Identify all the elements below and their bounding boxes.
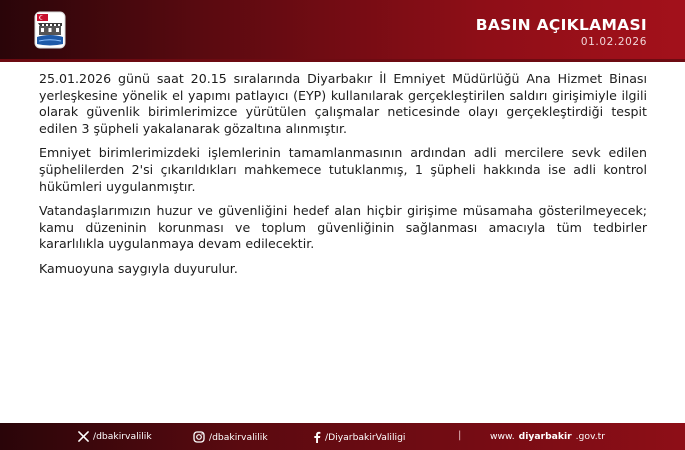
- instagram-handle: /dbakirvalilik: [209, 431, 268, 443]
- footer-facebook-link[interactable]: [313, 431, 405, 443]
- announcement-date: 01.02.2026: [580, 36, 647, 48]
- website-suffix: .gov.tr: [575, 431, 606, 442]
- footer-separator: |: [458, 430, 462, 441]
- footer-bar: [0, 423, 685, 450]
- page-title: BASIN AÇIKLAMASI: [475, 16, 647, 34]
- paragraph-2: Emniyet birimlerimizdeki işlemlerinin tamamlanmasının ardından adli mercilere sevk edilen şüphelilerden 2'si çıkarıldıkları mahkemece tutuklanmış, 1 şüpheli hakkında ise adli kontrol hükümleri uygulanmıştır.: [39, 145, 647, 194]
- announcement-body: [39, 71, 647, 286]
- footer-instagram-link[interactable]: [193, 431, 268, 443]
- website-domain: diyarbakir: [518, 431, 572, 442]
- diyarbakir-valilik-logo-icon: [33, 10, 67, 50]
- paragraph-3: Vatandaşlarımızın huzur ve güvenliğini hedef alan hiçbir girişime müsamaha gösterilmeyecek; kamu düzeninin korunması ve toplum güvenliğinin sağlanması amacıyla tüm tedbirler kararlılıkla uygulanmaya devam edilecektir.: [39, 203, 647, 252]
- closing-paragraph: Kamuoyuna saygıyla duyurulur.: [39, 260, 238, 276]
- facebook-handle: /DiyarbakirValiligi: [325, 431, 406, 443]
- header-banner: [0, 0, 685, 62]
- footer-x-link[interactable]: [78, 431, 152, 442]
- website-prefix: www.: [490, 431, 515, 442]
- paragraph-1: 25.01.2026 günü saat 20.15 sıralarında Diyarbakır İl Emniyet Müdürlüğü Ana Hizmet Binası yerleşkesine yönelik el yapımı patlayıcı (EYP) kullanılarak gerçekleştirilen saldırı girişimiyle ilgili olarak güvenlik birimlerimizce yürütülen çalışmalar neticesinde olayı gerçekleştirdiği tespit edilen 3 şüpheli yakalanarak gözaltına alınmıştır.: [39, 71, 647, 136]
- facebook-icon: [313, 431, 321, 443]
- x-handle: /dbakirvalilik: [93, 431, 152, 442]
- instagram-icon: [193, 431, 205, 443]
- x-icon: [78, 431, 89, 442]
- footer-website-link[interactable]: [490, 431, 605, 442]
